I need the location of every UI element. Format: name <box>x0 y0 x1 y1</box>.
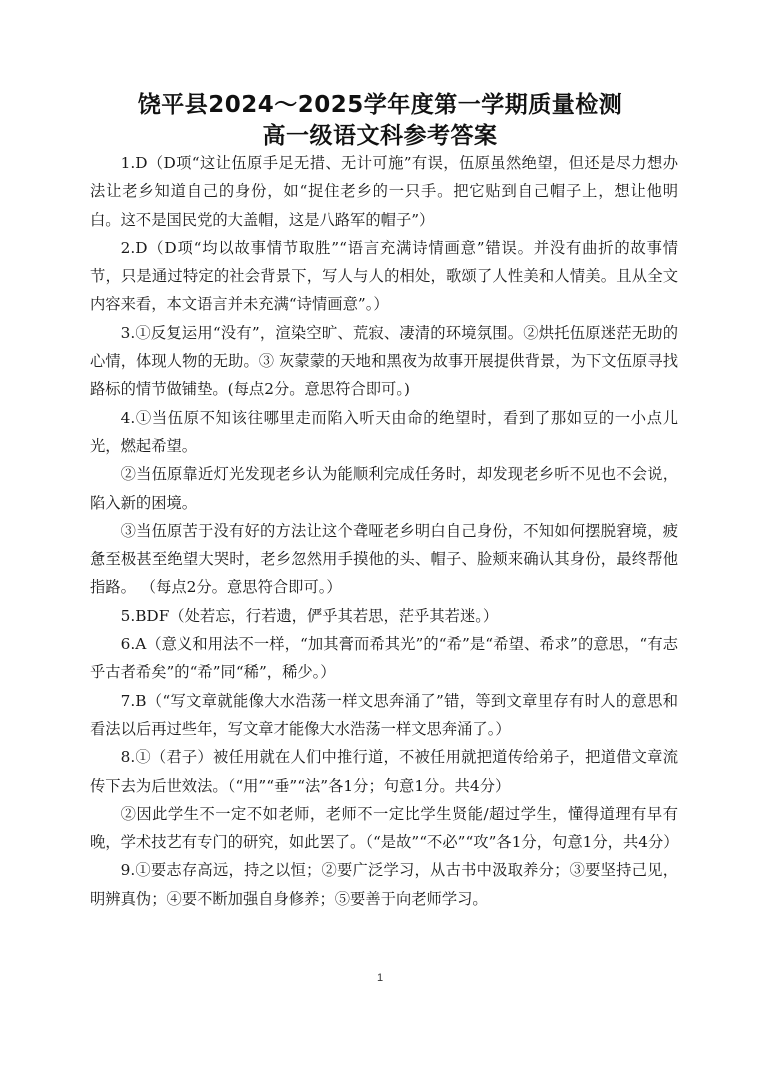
answer-paragraph: 9.①要志存高远，持之以恒；②要广泛学习，从古书中汲取养分；③要坚持己见，明辨真伪；④要不断加强自身修养；⑤要善于向老师学习。 <box>90 861 678 908</box>
answer-list <box>90 149 678 913</box>
answer-paragraph: 3.①反复运用“没有”，渲染空旷、荒寂、凄清的环境氛围。②烘托伍原迷茫无助的心情，体现人物的无助。③ 灰蒙蒙的天地和黑夜为故事开展提供背景，为下文伍原寻找路标的情节做铺垫。(每点2分。意思符合即可。) <box>90 323 678 399</box>
answer-paragraph: 5.BDF（处若忘，行若遗，俨乎其若思，茫乎其若迷。） <box>120 606 499 625</box>
page-number: 1 <box>376 972 384 984</box>
exam-title: 饶平县2024～2025学年度第一学期质量检测 <box>137 92 623 118</box>
answer-paragraph: 2.D（D项“均以故事情节取胜”“语言充满诗情画意”错误。并没有曲折的故事情节，只是通过特定的社会背景下，写人与人的相处，歌颂了人性美和人情美。且从全文内容来看，本文语言并未充满“诗情画意”。） <box>90 238 678 314</box>
answer-paragraph: 8.①（君子）被任用就在人们中推行道，不被任用就把道传给弟子，把道借文章流传下去为后世效法。（“用”“垂”“法”各1分；句意1分。共4分） <box>90 748 678 795</box>
answer-paragraph: 1.D（D项“这让伍原手足无措、无计可施”有误，伍原虽然绝望，但还是尽力想办法让老乡知道自己的身份，如“捉住老乡的一只手。把它贴到自己帽子上，想让他明白。这不是国民党的大盖帽，这是八路军的帽子”） <box>90 154 678 229</box>
answer-paragraph: 6.A（意义和用法不一样，“加其膏而希其光”的“希”是“希望、希求”的意思，“有志乎古者希矣”的“希”同“稀”，稀少。） <box>90 635 678 682</box>
answer-paragraph: ②当伍原靠近灯光发现老乡认为能顺利完成任务时，却发现老乡听不见也不会说，陷入新的困境。 <box>90 465 678 512</box>
answer-paragraph: 7.B（“写文章就能像大水浩荡一样文思奔涌了”错，等到文章里存有时人的意思和看法以后再过些年，写文章才能像大水浩荡一样文思奔涌了。） <box>90 691 678 738</box>
answer-paragraph: ③当伍原苦于没有好的方法让这个聋哑老乡明白自己身份，不知如何摆脱窘境，疲惫至极甚至绝望大哭时，老乡忽然用手摸他的头、帽子、脸颊来确认其身份，最终帮他指路。 （每点2分。意思符合即可。） <box>90 521 678 597</box>
answer-paragraph: 4.①当伍原不知该往哪里走而陷入听天由命的绝望时，看到了那如豆的一小点儿光，燃起希望。 <box>90 408 678 455</box>
answer-paragraph: ②因此学生不一定不如老师，老师不一定比学生贤能/超过学生，懂得道理有早有晚，学术技艺有专门的研究，如此罢了。（“是故”“不必”“攻”各1分，句意1分，共4分） <box>90 804 679 852</box>
answer-key-title: 高一级语文科参考答案 <box>262 123 498 149</box>
